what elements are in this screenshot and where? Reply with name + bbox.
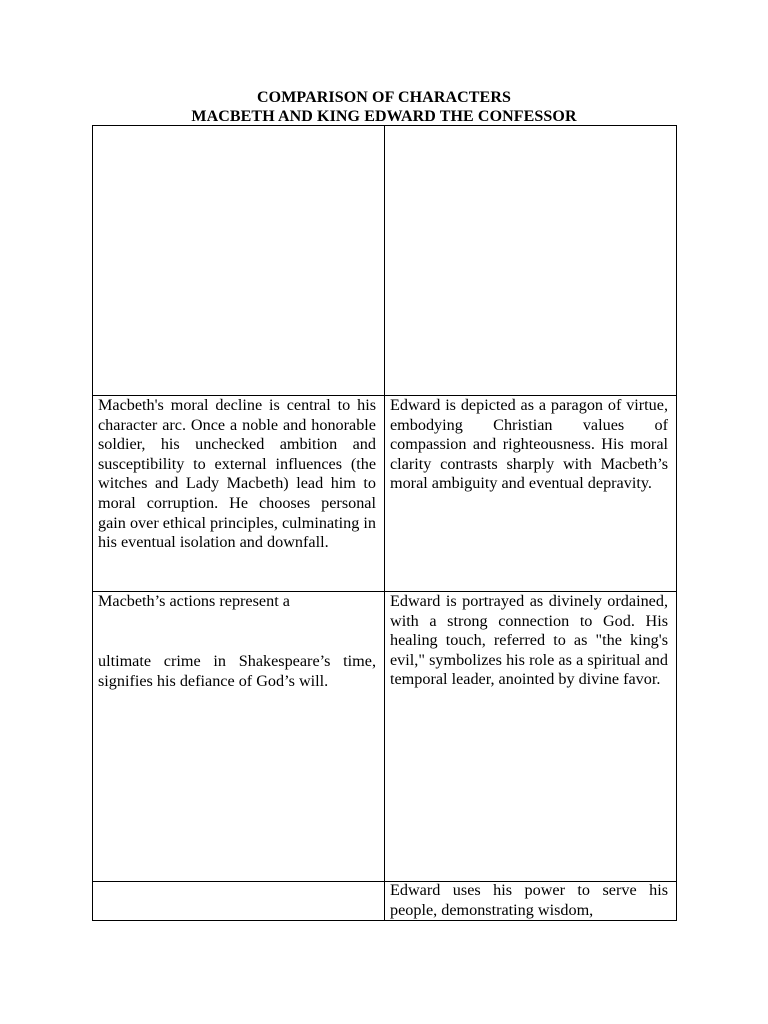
last-row-clip (386, 880, 676, 920)
edward-morality-cell: Edward is depicted as a paragon of virtue, embodying Christian values of compassion and righteousness. His moral clarity contrasts sharply with Macbeth’s moral ambiguity and eventual depravity. (390, 396, 668, 493)
column-divider (384, 126, 385, 920)
edward-divinity-cell: Edward is portrayed as divinely ordained, with a strong connection to God. His healing touch, referred to as "the king's evil," symbolizes his role as a spiritual and temporal leader, anointed by divine favor. (390, 592, 668, 689)
macbeth-morality-cell: Macbeth's moral decline is central to his character arc. Once a noble and honorable soldier, his unchecked ambition and susceptibility to external influences (the witches and Lady Macbeth) lead him to moral corruption. He chooses personal gain over ethical principles, culminating in his eventual isolation and downfall. (98, 396, 376, 552)
macbeth-actions-cell-part-1: Macbeth’s actions represent a (98, 592, 290, 610)
macbeth-actions-cell-part-2: ultimate crime in Shakespeare’s time, signifies his defiance of God’s will. (98, 652, 376, 690)
document-subtitle: MACBETH AND KING EDWARD THE CONFESSOR (191, 108, 577, 125)
edward-power-cell: Edward uses his power to serve his people, demonstrating wisdom, (390, 881, 668, 919)
document-title: COMPARISON OF CHARACTERS (257, 89, 511, 106)
